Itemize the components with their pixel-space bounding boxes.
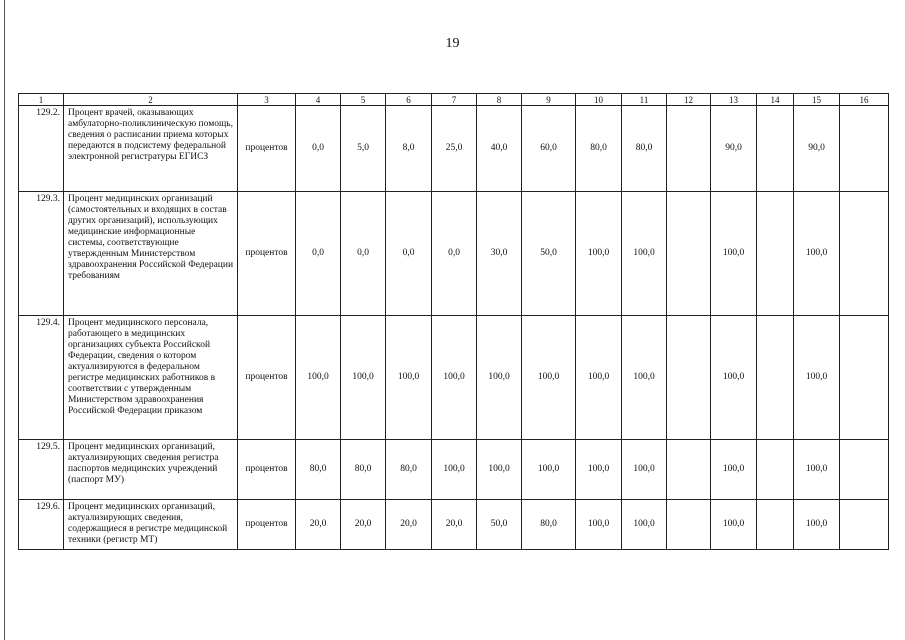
value-cell: 60,0	[522, 106, 576, 192]
value-cell	[840, 106, 889, 192]
column-header: 15	[794, 94, 840, 106]
value-cell: 100,0	[622, 440, 667, 500]
value-cell: 90,0	[794, 106, 840, 192]
value-cell: 40,0	[477, 106, 522, 192]
page-number: 19	[445, 36, 460, 51]
column-header: 13	[711, 94, 757, 106]
value-cell	[840, 316, 889, 440]
value-cell: 100,0	[477, 440, 522, 500]
column-header: 5	[341, 94, 386, 106]
value-cell: 100,0	[794, 440, 840, 500]
indicator-name: Процент врачей, оказывающих амбулаторно-поликлиническую помощь, сведения о расписании приема которых передаются в подсистему федеральной электронной регистратуры ЕГИСЗ	[64, 106, 238, 192]
value-cell: 100,0	[794, 316, 840, 440]
indicator-name: Процент медицинских организаций, актуализирующих сведения, содержащиеся в регистре медицинской техники (регистр МТ)	[64, 500, 238, 550]
indicator-name: Процент медицинских организаций, актуализирующих сведения регистра паспортов медицинских учреждений (паспорт МУ)	[64, 440, 238, 500]
value-cell: 20,0	[386, 500, 432, 550]
value-cell	[840, 192, 889, 316]
column-header: 8	[477, 94, 522, 106]
value-cell: 100,0	[622, 316, 667, 440]
unit-cell: процентов	[238, 316, 296, 440]
value-cell: 100,0	[622, 500, 667, 550]
value-cell: 0,0	[432, 192, 477, 316]
value-cell: 100,0	[477, 316, 522, 440]
value-cell: 50,0	[477, 500, 522, 550]
table-row	[19, 192, 889, 316]
value-cell	[667, 500, 711, 550]
row-number: 129.4.	[19, 316, 64, 440]
value-cell	[757, 316, 794, 440]
value-cell: 90,0	[711, 106, 757, 192]
value-cell: 80,0	[386, 440, 432, 500]
value-cell	[840, 440, 889, 500]
value-cell: 8,0	[386, 106, 432, 192]
left-margin-rule	[4, 0, 5, 640]
value-cell	[667, 106, 711, 192]
column-header: 11	[622, 94, 667, 106]
value-cell: 100,0	[386, 316, 432, 440]
value-cell: 100,0	[296, 316, 341, 440]
column-number-row	[19, 94, 889, 106]
row-number: 129.5.	[19, 440, 64, 500]
value-cell: 20,0	[296, 500, 341, 550]
value-cell	[757, 106, 794, 192]
table-row	[19, 440, 889, 500]
column-header: 6	[386, 94, 432, 106]
value-cell: 100,0	[341, 316, 386, 440]
value-cell: 30,0	[477, 192, 522, 316]
column-header: 3	[238, 94, 296, 106]
value-cell: 100,0	[576, 192, 622, 316]
unit-cell: процентов	[238, 192, 296, 316]
column-header: 12	[667, 94, 711, 106]
value-cell: 80,0	[341, 440, 386, 500]
column-header: 10	[576, 94, 622, 106]
value-cell: 5,0	[341, 106, 386, 192]
unit-cell: процентов	[238, 500, 296, 550]
value-cell: 100,0	[711, 316, 757, 440]
unit-cell: процентов	[238, 106, 296, 192]
value-cell: 80,0	[576, 106, 622, 192]
value-cell	[667, 316, 711, 440]
value-cell: 100,0	[794, 500, 840, 550]
row-number: 129.6.	[19, 500, 64, 550]
value-cell: 100,0	[711, 192, 757, 316]
value-cell: 0,0	[386, 192, 432, 316]
value-cell: 100,0	[711, 440, 757, 500]
row-number: 129.2.	[19, 106, 64, 192]
column-header: 4	[296, 94, 341, 106]
value-cell: 20,0	[341, 500, 386, 550]
value-cell: 80,0	[522, 500, 576, 550]
value-cell	[840, 500, 889, 550]
value-cell: 100,0	[522, 440, 576, 500]
value-cell: 100,0	[576, 316, 622, 440]
value-cell: 100,0	[432, 440, 477, 500]
column-header: 16	[840, 94, 889, 106]
value-cell: 100,0	[576, 440, 622, 500]
value-cell: 20,0	[432, 500, 477, 550]
column-header: 2	[64, 94, 238, 106]
column-header: 14	[757, 94, 794, 106]
value-cell: 100,0	[794, 192, 840, 316]
value-cell	[667, 440, 711, 500]
value-cell	[667, 192, 711, 316]
value-cell	[757, 192, 794, 316]
column-header: 7	[432, 94, 477, 106]
table-row	[19, 106, 889, 192]
indicator-name: Процент медицинского персонала, работающего в медицинских организациях субъекта Российской Федерации, сведения о котором актуализируются в федеральном регистре медицинских работников в соответствии с утвержденным Министерством здравоохранения Российской Федерации приказом	[64, 316, 238, 440]
value-cell: 100,0	[711, 500, 757, 550]
indicators-table	[18, 93, 889, 550]
value-cell	[757, 500, 794, 550]
indicator-name: Процент медицинских организаций (самостоятельных и входящих в состав других организаций), использующих медицинские информационные системы, соответствующие утвержденным Министерством здравоохранения Российской Федерации требованиям	[64, 192, 238, 316]
value-cell: 80,0	[296, 440, 341, 500]
row-number: 129.3.	[19, 192, 64, 316]
value-cell: 25,0	[432, 106, 477, 192]
value-cell: 100,0	[432, 316, 477, 440]
unit-cell: процентов	[238, 440, 296, 500]
table-row	[19, 316, 889, 440]
value-cell: 0,0	[296, 192, 341, 316]
value-cell: 0,0	[296, 106, 341, 192]
column-header: 1	[19, 94, 64, 106]
value-cell: 100,0	[522, 316, 576, 440]
value-cell: 80,0	[622, 106, 667, 192]
value-cell: 0,0	[341, 192, 386, 316]
value-cell: 100,0	[622, 192, 667, 316]
table-row	[19, 500, 889, 550]
value-cell: 50,0	[522, 192, 576, 316]
value-cell	[757, 440, 794, 500]
value-cell: 100,0	[576, 500, 622, 550]
column-header: 9	[522, 94, 576, 106]
